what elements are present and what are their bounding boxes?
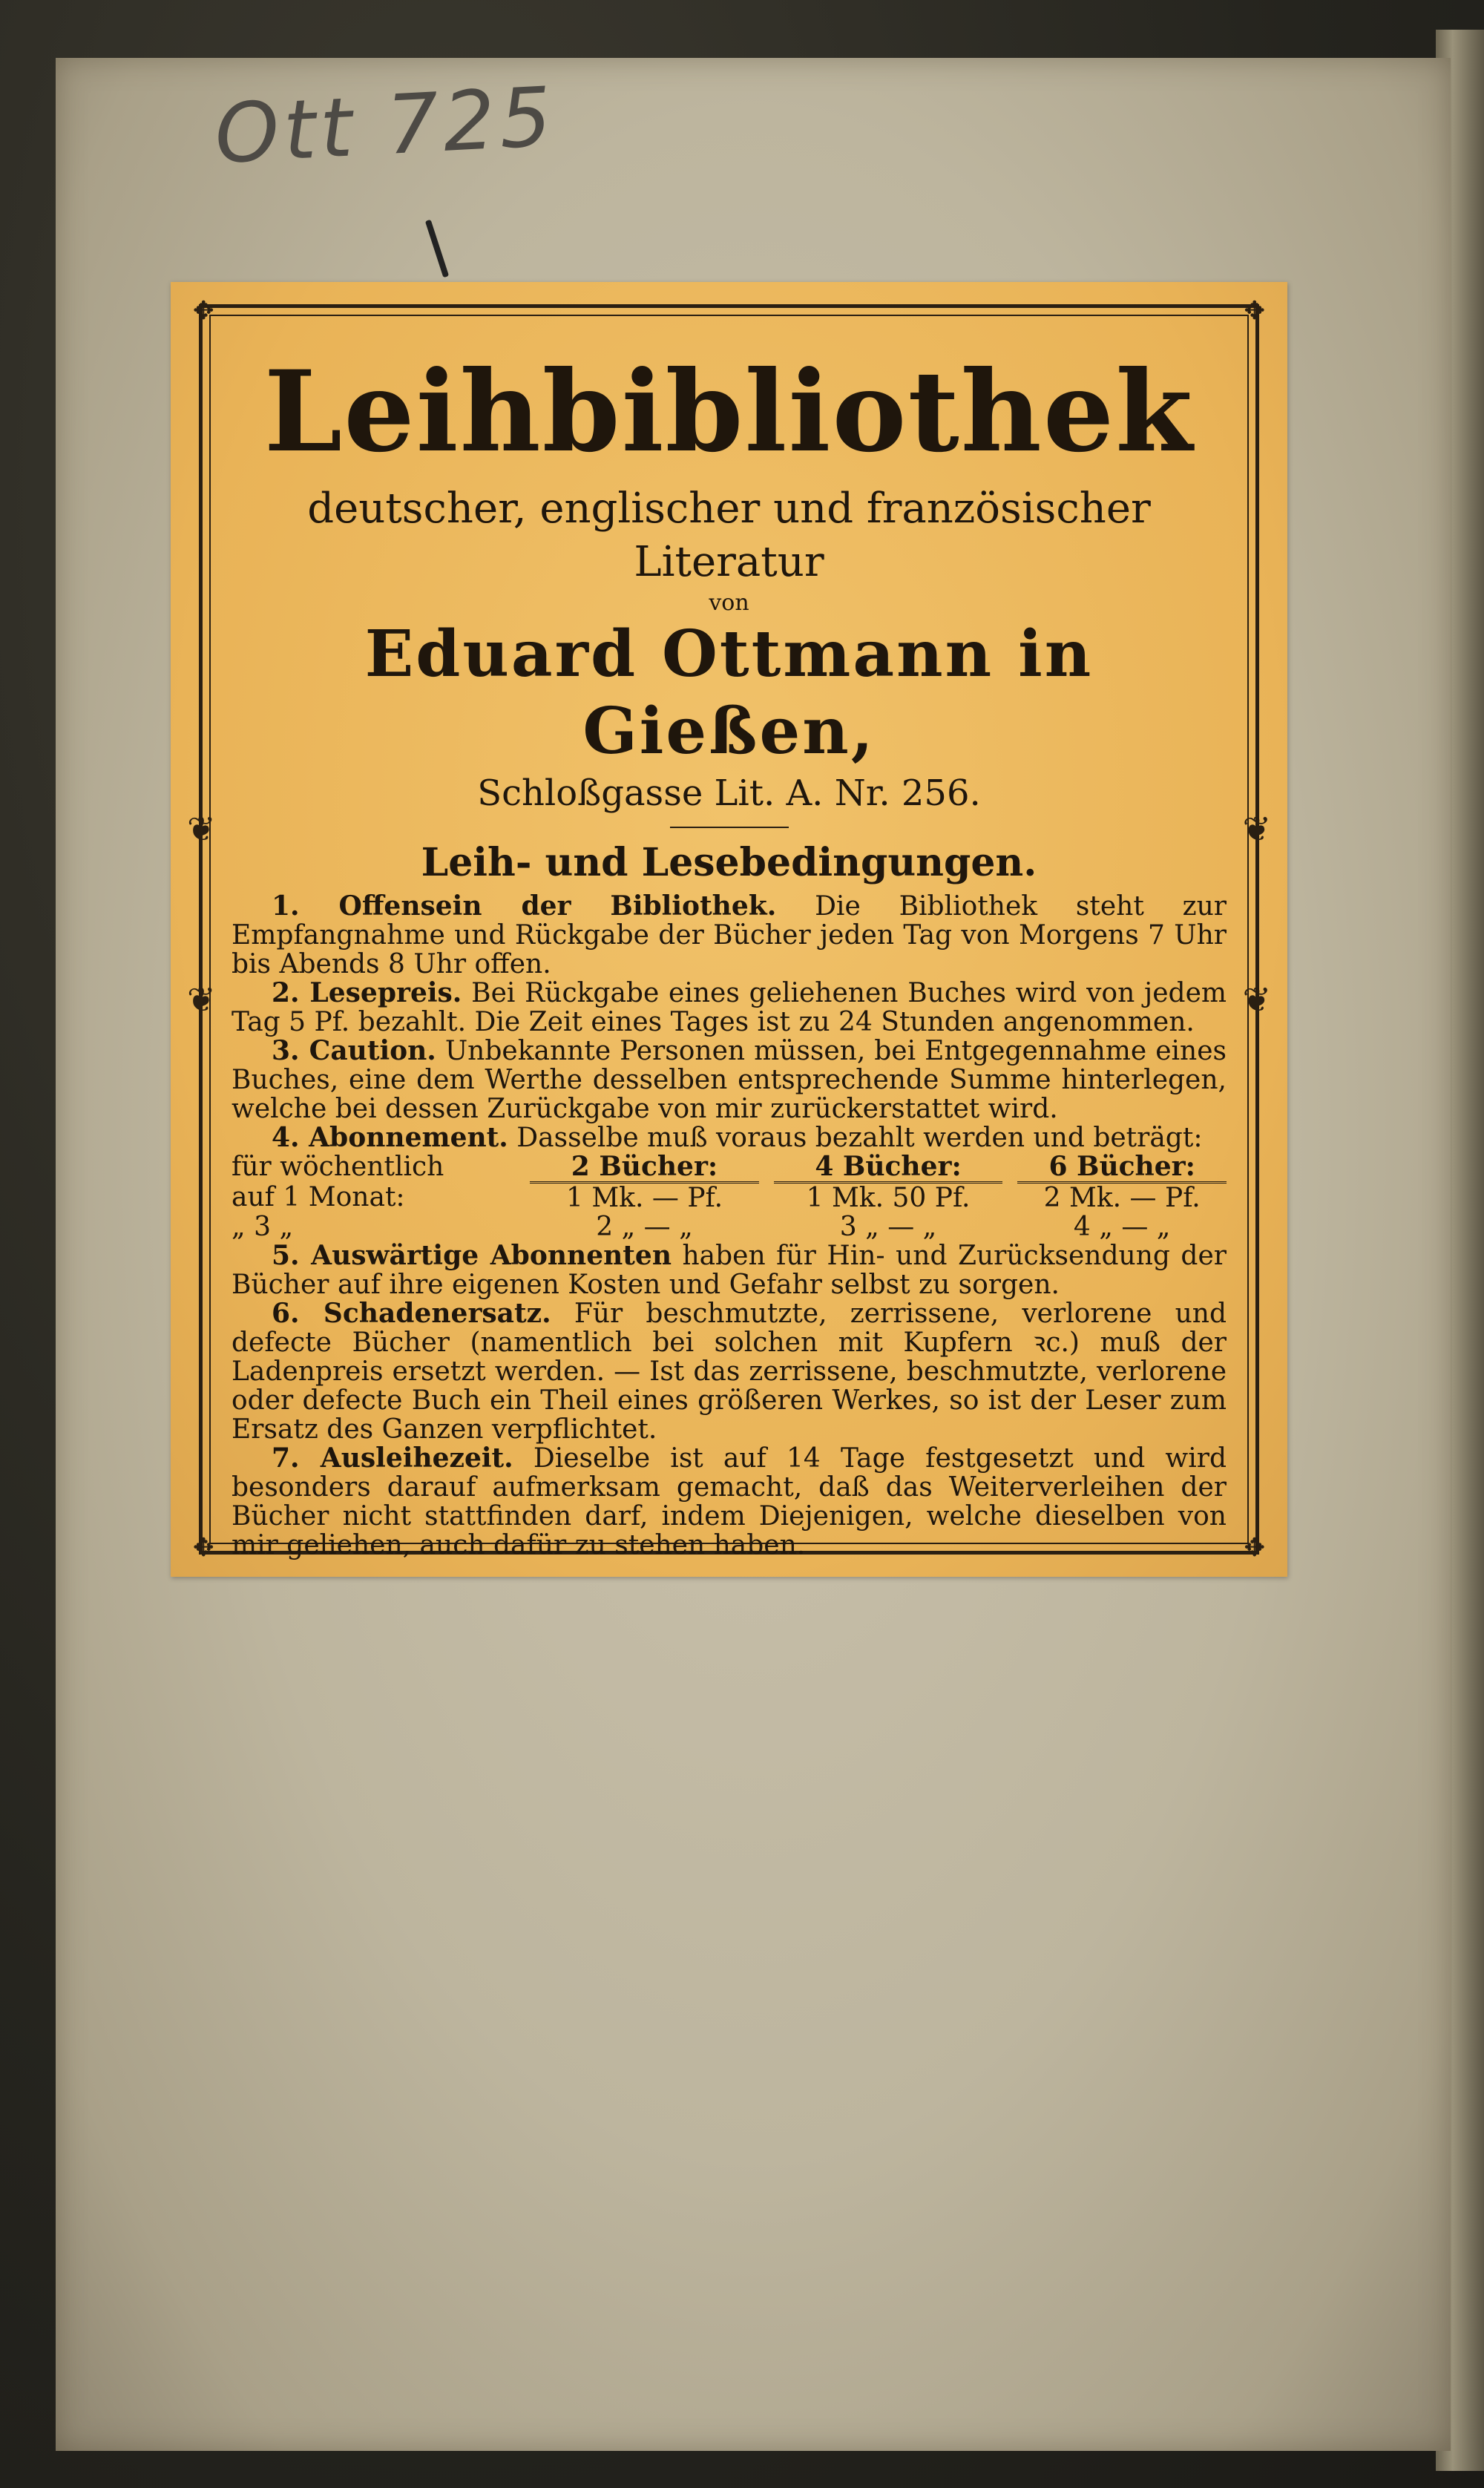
fee-cell: 3 „ — „: [839, 1212, 937, 1242]
condition-5: [232, 1241, 1227, 1299]
fee-cell: 1 Mk. — Pf.: [565, 1183, 723, 1213]
corner-ornament-icon: ✥: [1244, 296, 1265, 326]
label-subtitle: deutscher, englischer und französischer Literatur: [307, 485, 1151, 586]
library-label: [171, 282, 1287, 1577]
side-ornament-icon: ❦: [187, 809, 216, 849]
condition-3-text: Unbekannte Personen müssen, bei Entgegennahme eines Buches, eine dem Werthe desselben entsprechende Summe hinterlegen, welche bei dessen Zurückgabe von mir zurückerstattet wird.: [232, 1036, 1227, 1124]
side-ornament-icon: ❦: [187, 979, 216, 1020]
fee-table-row-label-header: für wöchentlich: [232, 1152, 444, 1182]
condition-2-text: Bei Rückgabe eines geliehenen Buches wird von jedem Tag 5 Pf. bezahlt. Die Zeit eines Tages ist zu 24 Stunden angenommen.: [232, 978, 1227, 1037]
label-owner: Eduard Ottmann in Gießen,: [364, 617, 1094, 769]
condition-1-text: Die Bibliothek steht zur Empfangnahme und Rückgabe der Bücher jeden Tag von Morgens 7 Uhr bis Abends 8 Uhr offen.: [232, 891, 1227, 979]
fee-cell: 2 Mk. — Pf.: [1043, 1183, 1201, 1213]
condition-4: [232, 1123, 1227, 1152]
label-title: Leihbibliothek: [263, 347, 1195, 477]
condition-5-head: 5. Auswärtige Abonnenten: [272, 1240, 672, 1271]
fee-cell: 4 „ — „: [1073, 1212, 1171, 1242]
fee-table-header-row: [232, 1152, 1227, 1183]
condition-3-head: 3. Caution.: [272, 1035, 436, 1066]
fee-table: [232, 1152, 1227, 1241]
fee-cell: 1 Mk. 50 Pf.: [806, 1183, 971, 1213]
corner-ornament-icon: ✥: [193, 1533, 214, 1563]
corner-ornament-icon: ✥: [1244, 1533, 1265, 1563]
fee-table-col-header: 4 Bücher:: [774, 1152, 1002, 1183]
table-row: [232, 1183, 1227, 1213]
divider-rule: [670, 827, 789, 828]
condition-3: [232, 1037, 1227, 1123]
conditions-heading: Leih- und Lesebedingungen.: [421, 840, 1037, 885]
label-address: Schloßgasse Lit. A. Nr. 256.: [477, 772, 981, 814]
condition-6-head: 6. Schadenersatz.: [272, 1298, 551, 1329]
condition-1-head: 1. Offensein der Bibliothek.: [272, 890, 777, 922]
condition-7-text: Dieselbe ist auf 14 Tage festgesetzt und wird besonders darauf aufmerksam gemacht, daß das Weiterverleihen der Bücher nicht stattfinden darf, indem Diejenigen, welche dieselben von mir geliehen, auch dafür zu stehen haben.: [232, 1443, 1227, 1560]
condition-2: [232, 979, 1227, 1037]
condition-1: [232, 892, 1227, 979]
condition-4-text: Dasselbe muß voraus bezahlt werden und beträgt:: [508, 1123, 1203, 1153]
condition-7: [232, 1444, 1227, 1560]
condition-7-head: 7. Ausleihezeit.: [272, 1442, 513, 1474]
pencil-shelfmark: Ott 725: [212, 69, 559, 182]
condition-4-head: 4. Abonnement.: [272, 1122, 508, 1153]
corner-ornament-icon: ✥: [193, 296, 214, 326]
fee-row-label: „ 3 „: [232, 1212, 294, 1242]
label-von: von: [709, 590, 749, 616]
fee-table-col-header: 6 Bücher:: [1017, 1152, 1227, 1183]
fee-row-label: auf 1 Monat:: [232, 1181, 405, 1212]
label-content: [232, 334, 1227, 1560]
table-row: [232, 1212, 1227, 1241]
condition-2-head: 2. Lesepreis.: [272, 977, 462, 1008]
condition-5-text: haben für Hin- und Zurücksendung der Bücher auf ihre eigenen Kosten und Gefahr selbst zu sorgen.: [232, 1241, 1227, 1300]
condition-6: [232, 1299, 1227, 1444]
side-ornament-icon: ❦: [1242, 979, 1271, 1020]
condition-6-text: Für beschmutzte, zerrissene, verlorene und defecte Bücher (namentlich bei solchen mit Kupfern ꝛc.) muß der Ladenpreis ersetzt werden. — Ist das zerrissene, beschmutzte, verlorene oder defecte Buch ein Theil eines größeren Werkes, so ist der Leser zum Ersatz des Ganzen verpflichtet.: [232, 1299, 1227, 1445]
side-ornament-icon: ❦: [1242, 809, 1271, 849]
fee-cell: 2 „ — „: [596, 1212, 693, 1242]
fee-table-col-header: 2 Bücher:: [530, 1152, 758, 1183]
